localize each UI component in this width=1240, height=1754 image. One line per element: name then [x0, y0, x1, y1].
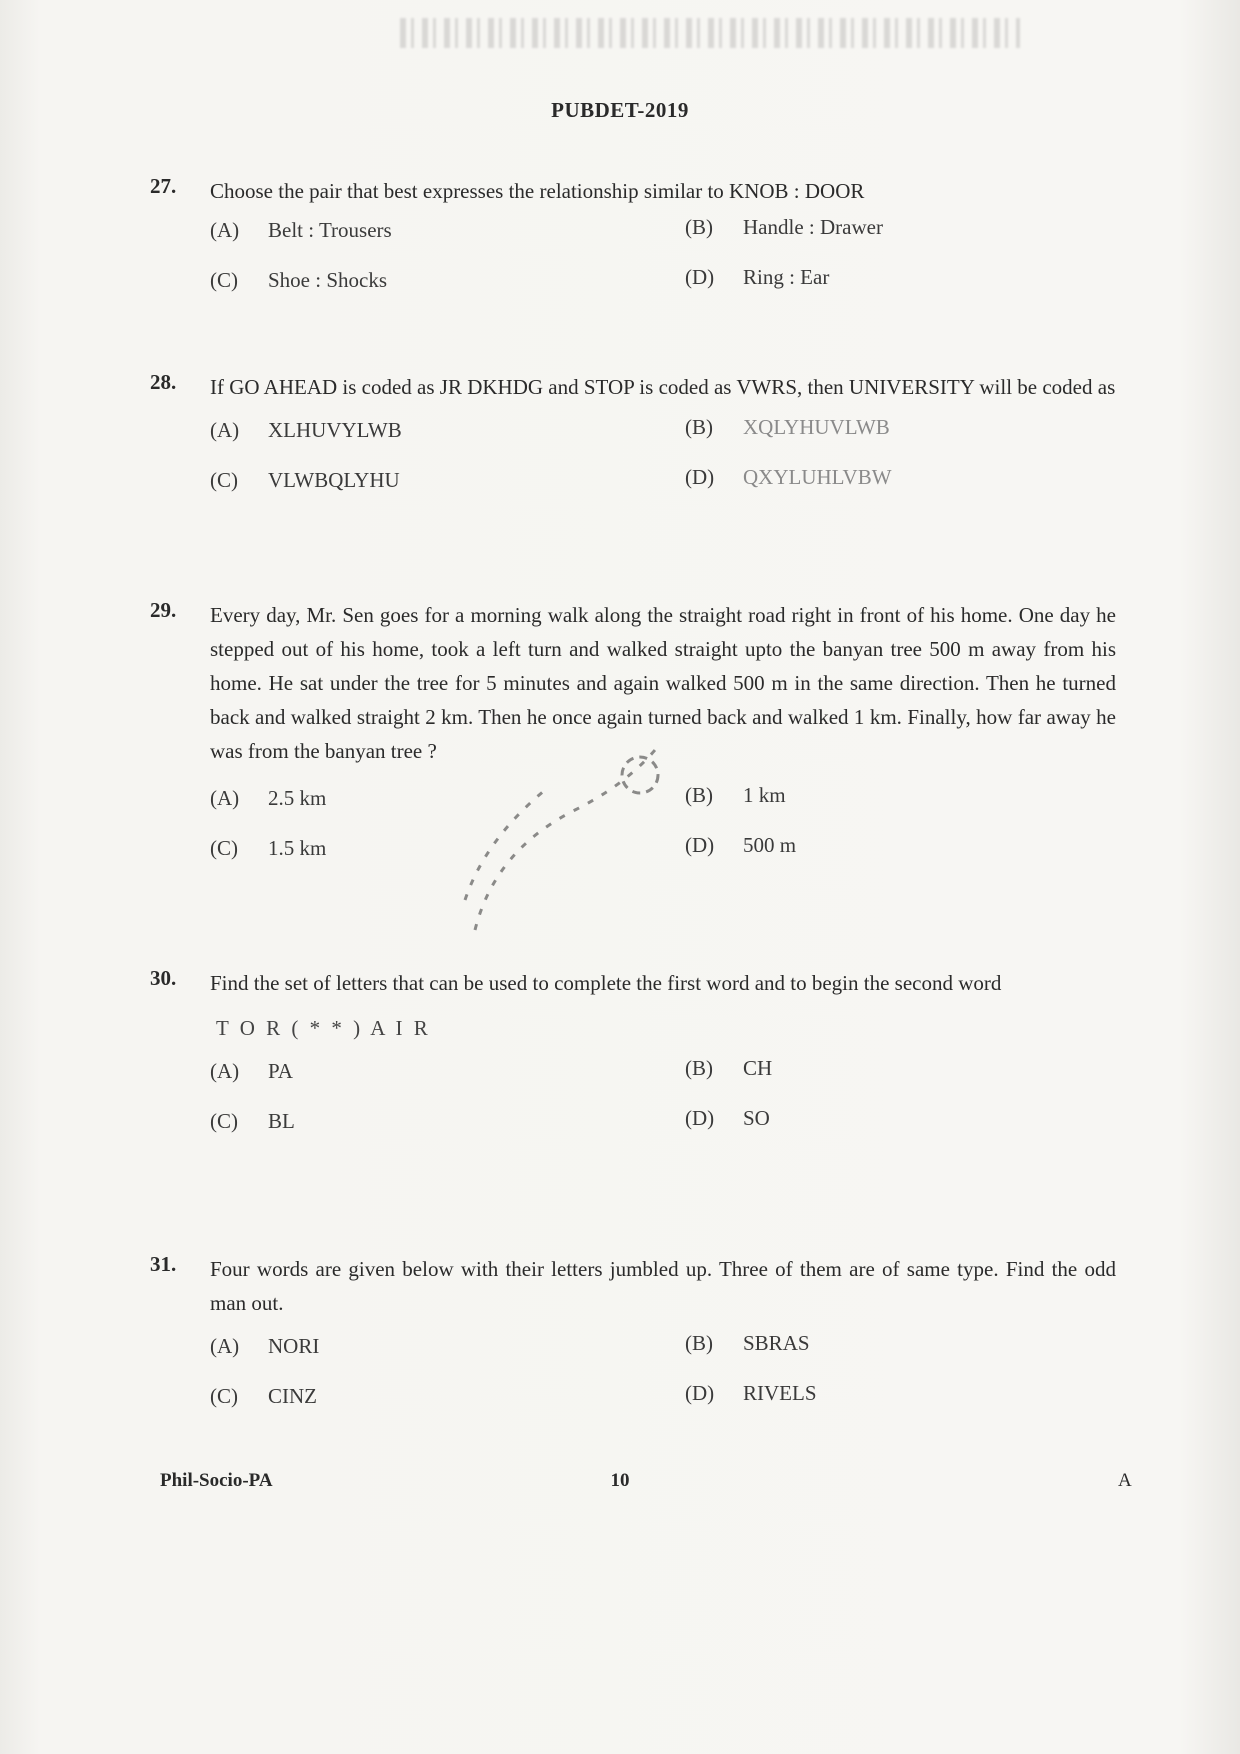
subject-code: Phil-Socio-PA — [160, 1470, 273, 1491]
option-b[interactable] — [685, 215, 883, 240]
word-puzzle-template: T O R ( * * ) A I R — [216, 1016, 431, 1040]
option-letter: (D) — [685, 1106, 715, 1130]
option-d[interactable] — [685, 1106, 770, 1131]
option-text: SO — [743, 1106, 770, 1130]
option-letter: (C) — [210, 268, 238, 292]
question-text: Choose the pair that best expresses the relationship similar to KNOB : DOOR — [210, 179, 865, 203]
option-text: 500 m — [743, 833, 797, 857]
option-letter: (C) — [210, 1384, 238, 1408]
option-letter: (C) — [210, 1109, 238, 1133]
option-letter: (B) — [685, 783, 713, 807]
option-text: Shoe : Shocks — [268, 268, 388, 292]
option-text: CINZ — [268, 1384, 317, 1408]
option-b[interactable] — [685, 783, 786, 808]
option-letter: (A) — [210, 1059, 240, 1083]
option-d[interactable] — [685, 265, 829, 290]
question-number: 28. — [150, 370, 177, 394]
option-letter: (A) — [210, 418, 240, 442]
question-number: 27. — [150, 174, 177, 198]
option-text: PA — [268, 1059, 293, 1083]
option-text: Ring : Ear — [743, 265, 830, 289]
option-letter: (A) — [210, 218, 240, 242]
option-letter: (D) — [685, 833, 715, 857]
option-c[interactable] — [210, 268, 387, 293]
option-c[interactable] — [210, 1384, 317, 1409]
question-number: 29. — [150, 598, 177, 622]
option-list — [210, 415, 1116, 518]
option-letter: (D) — [685, 265, 715, 289]
option-letter: (C) — [210, 468, 238, 492]
option-letter: (A) — [210, 1334, 240, 1358]
option-letter: (B) — [685, 1056, 713, 1080]
option-text: XLHUVYLWB — [268, 418, 402, 442]
faint-stamp-watermark — [455, 730, 695, 950]
exam-title: PUBDET-2019 — [551, 98, 689, 122]
question-text: Every day, Mr. Sen goes for a morning walk along the straight road right in front of his home. One day he stepped out of his home, took a left turn and walked straight upto the banyan tree 500 m away from his home. He sat under the tree for 5 minutes and again walked 500 m in the same direction. Then he turned back and walked straight 2 km. Then he once again turned back and walked 1 km. Finally, how far away he was from the banyan tree ? — [210, 603, 1116, 763]
option-text: 1 km — [743, 783, 786, 807]
option-c[interactable] — [210, 1109, 295, 1134]
option-a[interactable] — [210, 786, 326, 811]
option-c[interactable] — [210, 836, 326, 861]
page-number: 10 — [610, 1470, 630, 1491]
option-text: Belt : Trousers — [268, 218, 392, 242]
question-number: 30. — [150, 966, 177, 990]
option-a[interactable] — [210, 1334, 319, 1359]
option-list — [210, 1056, 1116, 1159]
option-letter: (A) — [210, 786, 240, 810]
option-b[interactable] — [685, 1331, 810, 1356]
question-30 — [150, 966, 1116, 1159]
question-31 — [150, 1252, 1116, 1434]
question-28 — [150, 370, 1116, 518]
option-b[interactable] — [685, 415, 890, 440]
scan-header-smudge — [400, 18, 1020, 48]
option-letter: (D) — [685, 465, 715, 489]
option-letter: (B) — [685, 215, 713, 239]
question-text: Find the set of letters that can be used to complete the first word and to begin the second word — [210, 971, 1002, 995]
option-c[interactable] — [210, 468, 400, 493]
booklet-series: A — [1118, 1470, 1132, 1491]
question-text: Four words are given below with their letters jumbled up. Three of them are of same type. Find the odd man out. — [210, 1257, 1116, 1315]
question-27 — [150, 174, 1116, 318]
option-text: 2.5 km — [268, 786, 327, 810]
option-text: Handle : Drawer — [743, 215, 883, 239]
option-a[interactable] — [210, 218, 392, 243]
question-text: If GO AHEAD is coded as JR DKHDG and STOP is coded as VWRS, then UNIVERSITY will be coded as — [210, 375, 1116, 399]
option-d[interactable] — [685, 1381, 817, 1406]
option-list — [210, 1331, 1116, 1434]
option-letter: (D) — [685, 1381, 715, 1405]
option-text: XQLYHUVLWB — [743, 415, 890, 439]
option-letter: (C) — [210, 836, 238, 860]
option-text: 1.5 km — [268, 836, 327, 860]
option-letter: (B) — [685, 1331, 713, 1355]
option-text: SBRAS — [743, 1331, 810, 1355]
option-text: CH — [743, 1056, 773, 1080]
option-text: QXYLUHLVBW — [743, 465, 892, 489]
option-text: RIVELS — [743, 1381, 817, 1405]
option-a[interactable] — [210, 1059, 293, 1084]
option-text: BL — [268, 1109, 295, 1133]
option-a[interactable] — [210, 418, 402, 443]
option-list — [210, 215, 1116, 318]
option-letter: (B) — [685, 415, 713, 439]
option-b[interactable] — [685, 1056, 772, 1081]
option-d[interactable] — [685, 833, 796, 858]
option-text: VLWBQLYHU — [268, 468, 400, 492]
question-number: 31. — [150, 1252, 177, 1276]
option-d[interactable] — [685, 465, 892, 490]
option-text: NORI — [268, 1334, 320, 1358]
